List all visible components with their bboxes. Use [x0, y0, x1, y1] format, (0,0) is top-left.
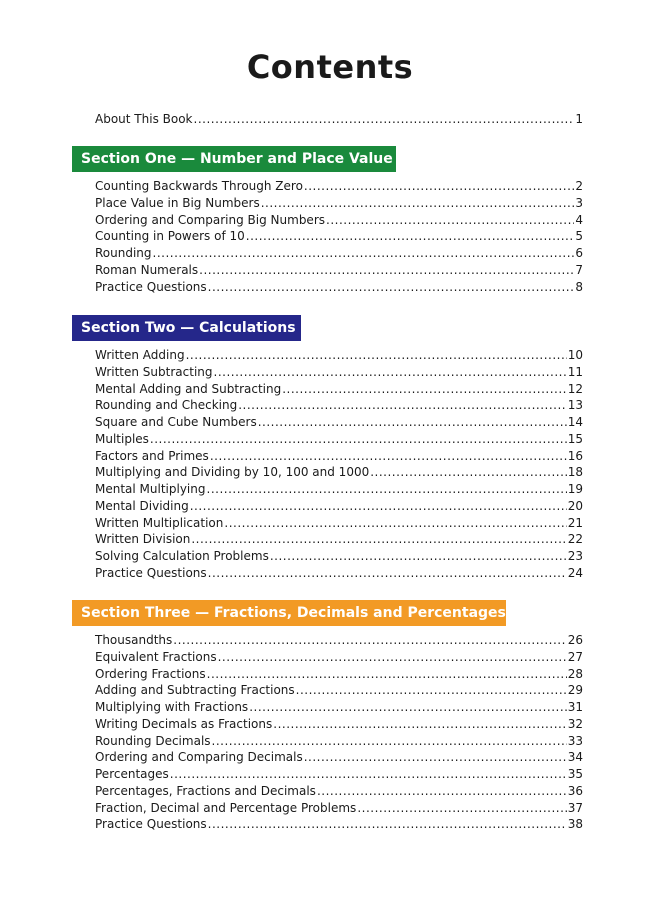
toc-entry[interactable] — [95, 733, 583, 749]
toc-entry[interactable] — [95, 816, 583, 832]
toc-entry-page: 15 — [567, 431, 583, 446]
toc-dot-leader — [150, 431, 567, 447]
toc-dot-leader — [194, 111, 575, 127]
toc-entry-page: 1 — [575, 112, 583, 126]
toc-entry-page: 23 — [567, 549, 583, 563]
toc-entry[interactable] — [95, 262, 583, 278]
toc-dot-leader — [317, 783, 567, 799]
toc-dot-leader — [249, 699, 567, 715]
toc-entry[interactable] — [95, 666, 583, 682]
toc-entry-label: Multiples — [95, 431, 149, 446]
toc-dot-leader — [296, 682, 567, 698]
toc-dot-leader — [261, 195, 575, 211]
toc-entry[interactable] — [95, 279, 583, 295]
toc-entry[interactable] — [95, 548, 583, 564]
toc-entry-page: 4 — [575, 212, 583, 227]
toc-dot-leader — [357, 800, 566, 816]
toc-entry[interactable] — [95, 397, 583, 413]
toc-dot-leader — [170, 766, 567, 782]
toc-entry-label: Written Adding — [95, 348, 185, 362]
toc-entry-label: Practice Questions — [95, 565, 207, 580]
toc-dot-leader — [186, 347, 567, 363]
toc-dot-leader — [326, 212, 574, 228]
toc-entry-label: Mental Adding and Subtracting — [95, 381, 282, 396]
toc-dot-leader — [282, 381, 566, 397]
toc-entry-page: 29 — [567, 683, 583, 698]
toc-dot-leader — [207, 481, 567, 497]
toc-entry-label: Multiplying with Fractions — [95, 700, 249, 714]
section-header-1: Section One — Number and Place Value — [72, 146, 396, 172]
toc-entry-about[interactable] — [95, 111, 583, 127]
toc-entry-label: About This Book — [95, 112, 193, 126]
toc-dot-leader — [190, 498, 567, 514]
toc-entry-label: Ordering and Comparing Decimals — [95, 750, 303, 765]
toc-entry-page: 26 — [567, 633, 583, 647]
toc-entry-page: 11 — [567, 364, 583, 379]
toc-entry[interactable] — [95, 347, 583, 363]
toc-entry[interactable] — [95, 515, 583, 531]
toc-dot-leader — [173, 632, 566, 648]
toc-dot-leader — [208, 816, 567, 832]
toc-entry-label: Percentages — [95, 767, 169, 781]
toc-entry-page: 20 — [567, 498, 583, 513]
toc-entry-label: Writing Decimals as Fractions — [95, 716, 273, 731]
toc-entry-label: Ordering Fractions — [95, 666, 206, 681]
toc-entry-page: 18 — [567, 465, 583, 480]
toc-entry-page: 37 — [567, 800, 583, 815]
toc-entry-page: 13 — [567, 398, 583, 413]
toc-entry-label: Percentages, Fractions and Decimals — [95, 783, 316, 798]
toc-dot-leader — [208, 565, 567, 581]
toc-entry-page: 16 — [567, 448, 583, 463]
toc-dot-leader — [224, 515, 566, 531]
toc-entry-label: Written Subtracting — [95, 364, 213, 379]
toc-entry-label: Rounding — [95, 246, 152, 260]
toc-entry-page: 35 — [567, 767, 583, 781]
toc-entry-page: 7 — [575, 262, 583, 277]
toc-entry[interactable] — [95, 800, 583, 816]
toc-entry-page: 27 — [567, 649, 583, 664]
toc-entry[interactable] — [95, 364, 583, 380]
toc-dot-leader — [304, 178, 574, 194]
toc-entry-page: 3 — [575, 195, 583, 210]
toc-entry-label: Written Multiplication — [95, 515, 224, 530]
toc-entry-page: 10 — [567, 348, 583, 362]
toc-entry-label: Fraction, Decimal and Percentage Problems — [95, 800, 357, 815]
toc-entry[interactable] — [95, 716, 583, 732]
toc-entry[interactable] — [95, 195, 583, 211]
toc-entry-page: 34 — [567, 750, 583, 765]
toc-entry-page: 21 — [567, 515, 583, 530]
toc-dot-leader — [258, 414, 567, 430]
toc-entry[interactable] — [95, 649, 583, 665]
toc-entry-page: 22 — [567, 532, 583, 547]
toc-entry[interactable] — [95, 431, 583, 447]
toc-entry-page: 19 — [567, 482, 583, 496]
toc-entry[interactable] — [95, 682, 583, 698]
toc-entry-label: Written Division — [95, 532, 191, 547]
toc-entry[interactable] — [95, 245, 583, 261]
toc-dot-leader — [270, 548, 567, 564]
toc-entry[interactable] — [95, 228, 583, 244]
toc-entry-page: 36 — [567, 783, 583, 798]
toc-entry-page: 5 — [575, 229, 583, 244]
toc-entry-label: Roman Numerals — [95, 262, 199, 277]
toc-entry-label: Mental Multiplying — [95, 482, 206, 496]
toc-dot-leader — [191, 531, 566, 547]
toc-entry-page: 32 — [567, 716, 583, 731]
toc-entry-page: 6 — [575, 246, 583, 260]
toc-dot-leader — [207, 666, 567, 682]
toc-entry-page: 33 — [567, 733, 583, 748]
toc-dot-leader — [153, 245, 575, 261]
toc-entry[interactable] — [95, 448, 583, 464]
toc-entry-label: Solving Calculation Problems — [95, 549, 269, 563]
toc-entry[interactable] — [95, 414, 583, 430]
toc-entry-page: 24 — [567, 565, 583, 580]
toc-entry-label: Rounding and Checking — [95, 398, 238, 413]
section-header-3: Section Three — Fractions, Decimals and Percentages — [72, 600, 506, 626]
toc-entry[interactable] — [95, 531, 583, 547]
toc-entry-label: Factors and Primes — [95, 448, 209, 463]
toc-dot-leader — [214, 364, 567, 380]
toc-entry-label: Practice Questions — [95, 817, 207, 832]
toc-entry-page: 38 — [567, 817, 583, 832]
toc-entry-label: Rounding Decimals — [95, 733, 211, 748]
toc-dot-leader — [304, 749, 567, 765]
toc-entry-label: Thousandths — [95, 633, 173, 647]
toc-entry[interactable] — [95, 498, 583, 514]
toc-dot-leader — [246, 228, 575, 244]
toc-dot-leader — [238, 397, 567, 413]
toc-entry[interactable] — [95, 381, 583, 397]
toc-entry[interactable] — [95, 699, 583, 715]
toc-dot-leader — [370, 464, 566, 480]
toc-entry[interactable] — [95, 783, 583, 799]
toc-entry-label: Adding and Subtracting Fractions — [95, 683, 295, 698]
toc-entry-page: 8 — [575, 279, 583, 294]
toc-dot-leader — [199, 262, 574, 278]
toc-entry-label: Multiplying and Dividing by 10, 100 and 1000 — [95, 465, 370, 480]
toc-entry[interactable] — [95, 178, 583, 194]
toc-dot-leader — [208, 279, 575, 295]
toc-entry-page: 14 — [567, 415, 583, 429]
toc-entry-label: Equivalent Fractions — [95, 649, 217, 664]
toc-dot-leader — [212, 733, 567, 749]
toc-entry-page: 2 — [575, 179, 583, 193]
toc-entry-label: Place Value in Big Numbers — [95, 195, 260, 210]
toc-entry-label: Practice Questions — [95, 279, 207, 294]
toc-dot-leader — [210, 448, 567, 464]
toc-dot-leader — [218, 649, 567, 665]
page-title: Contents — [246, 48, 414, 86]
toc-entry[interactable] — [95, 766, 583, 782]
toc-entry-page: 28 — [567, 666, 583, 681]
toc-entry[interactable] — [95, 749, 583, 765]
toc-entry-label: Counting in Powers of 10 — [95, 229, 245, 244]
toc-entry-label: Mental Dividing — [95, 498, 189, 513]
toc-entry-label: Ordering and Comparing Big Numbers — [95, 212, 326, 227]
toc-entry-label: Counting Backwards Through Zero — [95, 179, 303, 193]
toc-dot-leader — [273, 716, 566, 732]
toc-entry[interactable] — [95, 565, 583, 581]
toc-entry-label: Square and Cube Numbers — [95, 415, 257, 429]
toc-entry[interactable] — [95, 632, 583, 648]
section-header-2: Section Two — Calculations — [72, 315, 301, 341]
toc-entry[interactable] — [95, 212, 583, 228]
toc-entry[interactable] — [95, 481, 583, 497]
toc-entry-page: 12 — [567, 381, 583, 396]
toc-entry[interactable] — [95, 464, 583, 480]
toc-entry-page: 31 — [567, 700, 583, 714]
